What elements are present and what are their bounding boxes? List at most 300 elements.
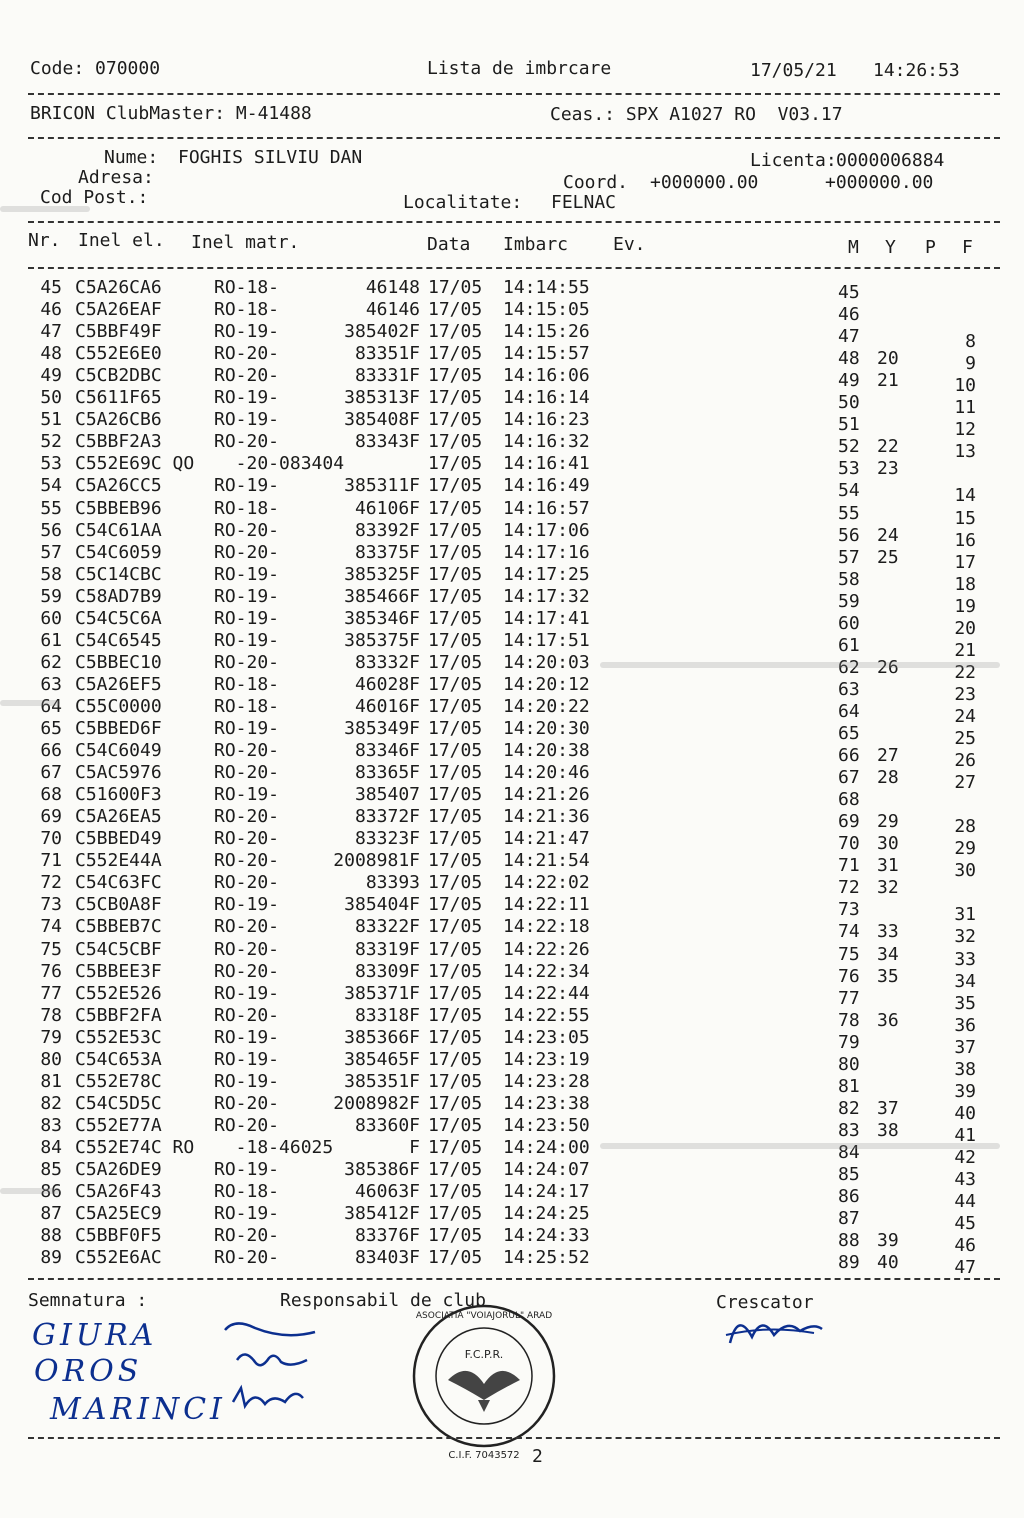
- clock-date: 17/05: [428, 982, 483, 1004]
- rank-m: 55: [838, 502, 860, 524]
- ring-number: 385466F: [344, 585, 420, 607]
- ring-number: 385351F: [344, 1070, 420, 1092]
- rank-m: 85: [838, 1164, 860, 1185]
- col-m: M: [848, 237, 859, 258]
- rank-m: 46: [838, 304, 860, 326]
- ring-prefix: RO-20-: [214, 519, 280, 541]
- col-inel-el: Inel el.: [78, 230, 165, 251]
- clock-date: 17/05: [428, 828, 483, 850]
- ring-prefix: RO-18-: [214, 299, 280, 321]
- table-row: [0, 1159, 1024, 1190]
- ring-prefix: RO-20-: [214, 1247, 280, 1269]
- rank-m: 73: [838, 899, 860, 921]
- row-number: 60: [40, 607, 62, 629]
- row-number: 48: [40, 343, 62, 365]
- table-row: [0, 1026, 1024, 1058]
- clock-date: 17/05: [428, 1092, 483, 1114]
- cod-post-label: Cod Post.:: [40, 187, 149, 208]
- clock-time: 14:22:11: [503, 894, 590, 916]
- crescator-signature: [718, 1305, 828, 1355]
- ring-number: 83346F: [354, 740, 420, 762]
- ring-number: 83351F: [354, 343, 420, 365]
- row-number: 47: [40, 321, 62, 343]
- table-row: [0, 1181, 1024, 1213]
- rank-f: 34: [954, 970, 976, 992]
- rank-y: 34: [877, 943, 899, 965]
- rank-f: 45: [954, 1213, 976, 1235]
- ring-number: 83332F: [354, 651, 420, 673]
- table-row: [0, 718, 1024, 749]
- rank-f: 23: [954, 683, 976, 705]
- ring-number: 46028F: [354, 673, 420, 695]
- ring-number: 385407: [354, 784, 420, 806]
- rank-f: 32: [954, 926, 976, 948]
- row-number: 62: [40, 651, 62, 673]
- clock-time: 14:20:22: [503, 695, 590, 717]
- electronic-ring: C5CB2DBC: [75, 365, 162, 387]
- clock-time: 14:17:25: [503, 563, 590, 585]
- ring-prefix: RO-19-: [214, 1048, 280, 1070]
- ring-number: 83392F: [354, 519, 420, 541]
- electronic-ring: C54C6049: [75, 740, 162, 762]
- ring-prefix: RO-19-: [214, 894, 280, 916]
- rank-m: 58: [838, 568, 860, 590]
- rank-f: 24: [954, 705, 976, 727]
- row-number: 81: [40, 1070, 62, 1092]
- clubmaster-id: BRICON ClubMaster: M-41488: [30, 103, 312, 124]
- col-data: Data: [427, 234, 471, 255]
- electronic-ring: C5BBF2A3: [75, 431, 162, 453]
- rank-f: 8: [965, 331, 976, 353]
- rank-f: 40: [954, 1102, 976, 1124]
- ring-prefix: RO-19-: [214, 409, 280, 431]
- row-number: 69: [40, 806, 62, 828]
- rank-m: 65: [838, 723, 860, 744]
- row-number: 78: [40, 1004, 62, 1026]
- row-number: 83: [40, 1114, 62, 1136]
- owner-name: FOGHIS SILVIU DAN: [178, 147, 363, 168]
- clock-date: 17/05: [428, 453, 483, 475]
- row-number: 49: [40, 365, 62, 387]
- ring-prefix: RO-20-: [214, 1004, 280, 1026]
- divider: [28, 1278, 1000, 1280]
- electronic-ring: C5A26DE9: [75, 1159, 162, 1180]
- rank-m: 75: [838, 943, 860, 965]
- electronic-ring: C5A26EA5: [75, 806, 162, 828]
- clock-date: 17/05: [428, 695, 483, 717]
- nume-label: Nume:: [104, 147, 159, 168]
- electronic-ring: C5A25EC9: [75, 1203, 162, 1225]
- ring-number: 83365F: [354, 762, 420, 784]
- electronic-ring: C5BBF2FA: [75, 1004, 162, 1026]
- rank-y: 25: [877, 546, 899, 568]
- clock-date: 17/05: [428, 1225, 483, 1247]
- rank-m: 79: [838, 1031, 860, 1053]
- divider: [28, 267, 1000, 269]
- electronic-ring: C5A26CC5: [75, 475, 162, 497]
- rank-f: 27: [954, 772, 976, 794]
- row-number: 54: [40, 475, 62, 497]
- rank-m: 72: [838, 877, 860, 899]
- clock-date: 17/05: [428, 1136, 483, 1158]
- rank-m: 63: [838, 678, 860, 700]
- ring-number: 385349F: [344, 718, 420, 739]
- clock-time: 14:21:36: [503, 806, 590, 828]
- ring-prefix: RO-19-: [214, 563, 280, 585]
- clock-time: 14:24:33: [503, 1225, 590, 1247]
- ring-number: 385402F: [344, 321, 420, 343]
- table-row: [0, 409, 1024, 441]
- rank-f: 14: [954, 485, 976, 507]
- rank-y: 35: [877, 965, 899, 987]
- col-imbarc: Imbarc: [503, 234, 569, 255]
- electronic-ring: C55C0000: [75, 695, 162, 717]
- electronic-ring: C552E53C: [75, 1026, 162, 1048]
- signature-2: OROS: [34, 1354, 143, 1389]
- row-number: 85: [40, 1159, 62, 1180]
- ring-prefix: RO-20-: [214, 1092, 280, 1114]
- ring-prefix: RO-18-: [214, 1181, 280, 1203]
- electronic-ring: C5BBEB7C: [75, 916, 162, 938]
- localitate-label: Localitate:: [403, 192, 523, 213]
- electronic-ring: C51600F3: [75, 784, 162, 806]
- rank-m: 60: [838, 612, 860, 634]
- rank-m: 45: [838, 282, 860, 303]
- rank-m: 69: [838, 811, 860, 833]
- code-label: Code: 070000: [30, 58, 161, 79]
- ring-number: 385366F: [344, 1026, 420, 1048]
- electronic-ring: C552E69C QO: [75, 453, 195, 475]
- divider: [28, 93, 1000, 95]
- rank-m: 71: [838, 855, 860, 877]
- rank-f: 44: [954, 1191, 976, 1213]
- electronic-ring: C54C5CBF: [75, 938, 162, 960]
- rank-m: 81: [838, 1075, 860, 1097]
- ring-number: 385386F: [344, 1159, 420, 1180]
- row-number: 76: [40, 960, 62, 982]
- clock-time: 14:21:54: [503, 850, 590, 872]
- row-number: 50: [40, 387, 62, 409]
- clock-time: 14:24:07: [503, 1159, 590, 1180]
- clock-time: 14:22:44: [503, 982, 590, 1004]
- clock-date: 17/05: [428, 784, 483, 806]
- row-number: 80: [40, 1048, 62, 1070]
- row-number: 79: [40, 1026, 62, 1048]
- clock-date: 17/05: [428, 762, 483, 784]
- rank-m: 87: [838, 1208, 860, 1230]
- clock-date: 17/05: [428, 365, 483, 387]
- rank-m: 80: [838, 1053, 860, 1075]
- rank-y: 24: [877, 524, 899, 546]
- clock-time: 14:24:17: [503, 1181, 590, 1203]
- clock-date: 17/05: [428, 277, 483, 298]
- clock-date: 17/05: [428, 938, 483, 960]
- row-number: 77: [40, 982, 62, 1004]
- row-number: 74: [40, 916, 62, 938]
- clock-time: 14:16:41: [503, 453, 590, 475]
- table-row: [0, 365, 1024, 397]
- ring-prefix: RO-19-: [214, 321, 280, 343]
- rank-f: 15: [954, 507, 976, 529]
- col-inel-matr: Inel matr.: [191, 232, 300, 253]
- clock-time: 14:23:28: [503, 1070, 590, 1092]
- row-number: 84: [40, 1136, 62, 1158]
- ring-prefix: RO-19-: [214, 585, 280, 607]
- clock-date: 17/05: [428, 872, 483, 894]
- rank-m: 83: [838, 1119, 860, 1141]
- electronic-ring: C54C6059: [75, 541, 162, 563]
- clock-time: 14:17:16: [503, 541, 590, 563]
- ring-prefix: -20-083404: [214, 453, 345, 475]
- ring-prefix: RO-18-: [214, 673, 280, 695]
- rank-m: 51: [838, 414, 860, 436]
- rank-m: 64: [838, 700, 860, 722]
- row-number: 87: [40, 1203, 62, 1225]
- rank-f: 36: [954, 1014, 976, 1036]
- rank-f: 12: [954, 419, 976, 441]
- ring-prefix: RO-20-: [214, 541, 280, 563]
- rank-f: 21: [954, 639, 976, 661]
- rank-m: 57: [838, 546, 860, 568]
- rank-m: 48: [838, 348, 860, 370]
- row-number: 59: [40, 585, 62, 607]
- divider: [28, 137, 1000, 139]
- clock-date: 17/05: [428, 343, 483, 365]
- table-row: [0, 541, 1024, 573]
- table-row: [0, 894, 1024, 926]
- ring-number: 46063F: [354, 1181, 420, 1203]
- rank-f: 28: [954, 816, 976, 838]
- rank-m: 54: [838, 480, 860, 502]
- rank-m: 47: [838, 326, 860, 348]
- rank-m: 53: [838, 458, 860, 480]
- row-number: 51: [40, 409, 62, 431]
- rank-y: 31: [877, 855, 899, 877]
- ring-number: 46148: [365, 277, 420, 298]
- ring-prefix: RO-20-: [214, 806, 280, 828]
- ring-number: 385404F: [344, 894, 420, 916]
- electronic-ring: C5AC5976: [75, 762, 162, 784]
- clock-date: 17/05: [428, 475, 483, 497]
- rank-y: 32: [877, 877, 899, 899]
- table-row: [0, 629, 1024, 661]
- ring-prefix: RO-20-: [214, 343, 280, 365]
- row-number: 53: [40, 453, 62, 475]
- clock-date: 17/05: [428, 1203, 483, 1225]
- row-number: 89: [40, 1247, 62, 1269]
- clock-date: 17/05: [428, 1070, 483, 1092]
- table-row: [0, 1070, 1024, 1102]
- table-row: [0, 673, 1024, 705]
- clock-date: 17/05: [428, 519, 483, 541]
- electronic-ring: C5BBED49: [75, 828, 162, 850]
- rank-f: 13: [954, 441, 976, 463]
- table-row: [0, 1247, 1024, 1279]
- electronic-ring: C5BBEC10: [75, 651, 162, 673]
- clock-time: 14:22:55: [503, 1004, 590, 1026]
- coord-x: +000000.00: [650, 172, 759, 193]
- rank-y: 30: [877, 833, 899, 855]
- rank-f: 41: [954, 1124, 976, 1146]
- ring-number: 83403F: [354, 1247, 420, 1269]
- ring-number: 83322F: [354, 916, 420, 938]
- ring-number: 46016F: [354, 695, 420, 717]
- clock-time: 14:25:52: [503, 1247, 590, 1269]
- ring-number: F: [409, 1136, 420, 1158]
- clock-date: 17/05: [428, 1114, 483, 1136]
- row-number: 71: [40, 850, 62, 872]
- ring-prefix: RO-20-: [214, 916, 280, 938]
- row-number: 86: [40, 1181, 62, 1203]
- electronic-ring: C5A26CA6: [75, 277, 162, 298]
- clock-time: 14:20:03: [503, 651, 590, 673]
- rank-m: 76: [838, 965, 860, 987]
- ring-prefix: RO-20-: [214, 960, 280, 982]
- col-f: F: [962, 237, 973, 258]
- row-number: 72: [40, 872, 62, 894]
- rank-m: 82: [838, 1097, 860, 1119]
- table-row: [0, 695, 1024, 727]
- stamp-center-text: F.C.P.R.: [464, 1348, 504, 1361]
- clock-date: 17/05: [428, 916, 483, 938]
- coord-y: +000000.00: [825, 172, 934, 193]
- table-row: [0, 607, 1024, 639]
- clock-time: 14:15:05: [503, 299, 590, 321]
- rank-f: 39: [954, 1080, 976, 1102]
- col-nr: Nr.: [28, 230, 61, 251]
- clock-time: 14:14:55: [503, 277, 590, 298]
- row-number: 52: [40, 431, 62, 453]
- electronic-ring: C54C63FC: [75, 872, 162, 894]
- clock-time: 14:22:26: [503, 938, 590, 960]
- print-date: 17/05/21: [750, 60, 837, 81]
- table-row: [0, 872, 1024, 899]
- clock-date: 17/05: [428, 718, 483, 739]
- electronic-ring: C5BBED6F: [75, 718, 162, 739]
- clock-date: 17/05: [428, 806, 483, 828]
- row-number: 75: [40, 938, 62, 960]
- signature-1: GIURA: [32, 1318, 158, 1353]
- electronic-ring: C54C5C6A: [75, 607, 162, 629]
- clock-time: 14:23:50: [503, 1114, 590, 1136]
- clock-date: 17/05: [428, 651, 483, 673]
- row-number: 56: [40, 519, 62, 541]
- row-number: 73: [40, 894, 62, 916]
- table-row: [0, 1004, 1024, 1036]
- ring-prefix: RO-19-: [214, 982, 280, 1004]
- clock-date: 17/05: [428, 673, 483, 695]
- ring-prefix: RO-19-: [214, 1070, 280, 1092]
- ring-number: 83331F: [354, 365, 420, 387]
- ring-prefix: RO-20-: [214, 872, 280, 894]
- rank-f: 29: [954, 838, 976, 860]
- rank-y: 27: [877, 745, 899, 767]
- clock-time: 14:23:38: [503, 1092, 590, 1114]
- ring-prefix: RO-20-: [214, 850, 280, 872]
- electronic-ring: C5A26EAF: [75, 299, 162, 321]
- col-y: Y: [885, 237, 896, 258]
- clock-date: 17/05: [428, 960, 483, 982]
- ring-number: 83360F: [354, 1114, 420, 1136]
- electronic-ring: C5BBF0F5: [75, 1225, 162, 1247]
- clock-time: 14:20:46: [503, 762, 590, 784]
- row-number: 57: [40, 541, 62, 563]
- clock-date: 17/05: [428, 1181, 483, 1203]
- table-row: [0, 762, 1024, 794]
- responsabil-label: Responsabil de club: [280, 1290, 486, 1311]
- ring-number: 385313F: [344, 387, 420, 409]
- row-number: 46: [40, 299, 62, 321]
- table-row: [0, 453, 1024, 480]
- ring-prefix: RO-20-: [214, 651, 280, 673]
- electronic-ring: C552E78C: [75, 1070, 162, 1092]
- table-row: [0, 828, 1024, 860]
- page-number: 2: [532, 1446, 543, 1467]
- stamp-cif: C.I.F. 7043572: [448, 1450, 520, 1461]
- ring-prefix: RO-19-: [214, 1159, 280, 1180]
- clock-time: 14:16:06: [503, 365, 590, 387]
- table-row: [0, 1203, 1024, 1235]
- clock-time: 14:21:26: [503, 784, 590, 806]
- ring-number: 46106F: [354, 497, 420, 519]
- rank-m: 56: [838, 524, 860, 546]
- table-row: [0, 431, 1024, 463]
- table-row: [0, 938, 1024, 970]
- electronic-ring: C54C653A: [75, 1048, 162, 1070]
- clock-time: 14:17:41: [503, 607, 590, 629]
- clock-time: 14:24:00: [503, 1136, 590, 1158]
- row-number: 82: [40, 1092, 62, 1114]
- electronic-ring: C5A26EF5: [75, 673, 162, 695]
- electronic-ring: C5A26F43: [75, 1181, 162, 1203]
- table-row: [0, 497, 1024, 529]
- table-row: [0, 343, 1024, 375]
- rank-f: 10: [954, 375, 976, 397]
- rank-m: 66: [838, 745, 860, 767]
- clock-date: 17/05: [428, 629, 483, 651]
- clock-date: 17/05: [428, 541, 483, 563]
- ring-number: 83309F: [354, 960, 420, 982]
- table-row: [0, 850, 1024, 882]
- ring-number: 83376F: [354, 1225, 420, 1247]
- clock-date: 17/05: [428, 850, 483, 872]
- rank-f: 20: [954, 617, 976, 639]
- clock-date: 17/05: [428, 607, 483, 629]
- clock-date: 17/05: [428, 387, 483, 409]
- rank-m: 77: [838, 987, 860, 1009]
- clock-date: 17/05: [428, 1004, 483, 1026]
- table-row: [0, 806, 1024, 838]
- rank-m: 86: [838, 1186, 860, 1208]
- rank-f: 43: [954, 1169, 976, 1190]
- table-row: [0, 519, 1024, 551]
- rank-f: 18: [954, 573, 976, 595]
- rank-f: 9: [965, 353, 976, 375]
- clock-date: 17/05: [428, 585, 483, 607]
- row-number: 45: [40, 277, 62, 298]
- table-row: [0, 475, 1024, 507]
- row-number: 68: [40, 784, 62, 806]
- clock-time: 14:15:57: [503, 343, 590, 365]
- rank-f: 47: [954, 1257, 976, 1279]
- clock-time: 14:23:05: [503, 1026, 590, 1048]
- ring-number: 46146: [365, 299, 420, 321]
- clock-time: 14:15:26: [503, 321, 590, 343]
- ring-prefix: RO-20-: [214, 740, 280, 762]
- clock-date: 17/05: [428, 1048, 483, 1070]
- rank-m: 67: [838, 767, 860, 789]
- rank-m: 78: [838, 1009, 860, 1031]
